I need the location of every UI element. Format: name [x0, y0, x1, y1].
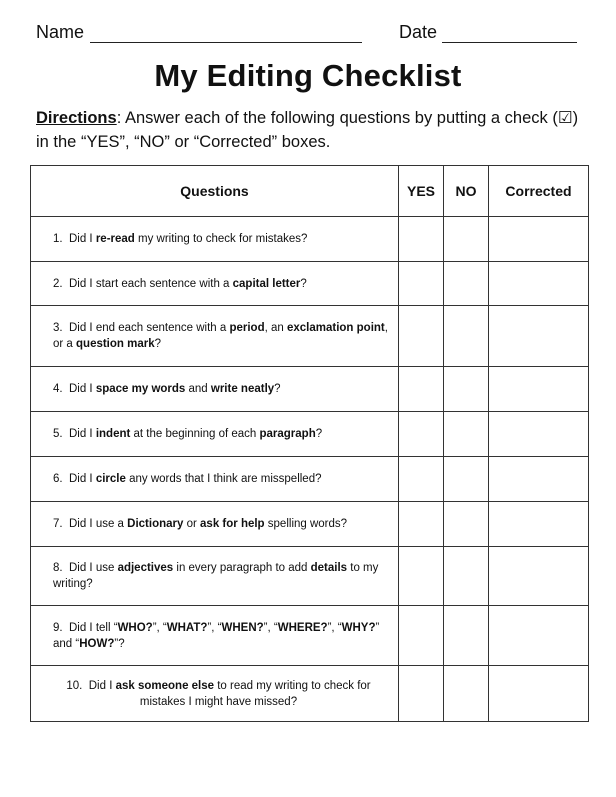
question-keyword: WHEN? — [221, 621, 264, 634]
question-text — [31, 412, 399, 457]
checkbox-corrected[interactable] — [489, 666, 589, 722]
question-fragment: ”, “ — [152, 621, 167, 634]
question-number: 8. — [53, 562, 63, 574]
checkbox-yes[interactable] — [399, 666, 444, 722]
question-keyword: WHO? — [117, 621, 153, 634]
header-row — [36, 22, 581, 46]
page-title: My Editing Checklist — [154, 58, 462, 93]
question-number: 10. — [66, 679, 83, 692]
checkbox-yes[interactable] — [399, 606, 444, 666]
question-fragment: ”, “ — [207, 621, 222, 634]
question-text — [31, 666, 399, 722]
question-fragment: ” and “ — [53, 621, 380, 650]
question-keyword: ask someone else — [115, 679, 215, 692]
question-fragment: and — [185, 383, 211, 395]
question-number: 4. — [53, 383, 63, 395]
directions — [36, 106, 591, 154]
table-row — [31, 367, 589, 412]
question-fragment: any words that I think are misspelled? — [125, 473, 322, 485]
table-row — [31, 547, 589, 606]
question-number: 5. — [53, 428, 63, 440]
question-text — [31, 306, 399, 367]
question-keyword: adjectives — [117, 562, 174, 574]
question-fragment: ? — [300, 277, 307, 290]
checkbox-yes[interactable] — [399, 502, 444, 547]
question-text — [31, 217, 399, 262]
checkbox-no[interactable] — [444, 666, 489, 722]
question-fragment: to read my writing to check for mistakes I might have missed? — [139, 679, 371, 708]
checkbox-no[interactable] — [444, 457, 489, 502]
checkbox-yes[interactable] — [399, 306, 444, 367]
directions-text: : Answer each of the following questions by putting a check (☑) in the “YES”, “NO” or “Corrected” boxes. — [36, 109, 579, 151]
question-text — [31, 547, 399, 606]
question-fragment: Did I — [88, 679, 116, 692]
question-fragment: ”, “ — [263, 621, 278, 634]
directions-lead: Directions — [36, 109, 117, 127]
question-keyword: paragraph — [259, 428, 316, 440]
question-keyword: question mark — [76, 338, 155, 350]
question-fragment: Did I end each sentence with a — [68, 322, 230, 334]
checkbox-corrected[interactable] — [489, 547, 589, 606]
checkbox-yes[interactable] — [399, 367, 444, 412]
question-text — [31, 457, 399, 502]
question-fragment: Did I — [68, 473, 96, 485]
question-number: 2. — [53, 277, 63, 290]
col-header-yes: YES — [399, 166, 444, 217]
name-label: Name — [36, 22, 85, 42]
table-row — [31, 217, 589, 262]
date-field[interactable] — [442, 42, 577, 43]
question-fragment: Did I — [68, 233, 96, 245]
checkbox-corrected[interactable] — [489, 262, 589, 306]
question-fragment: ”? — [114, 637, 125, 650]
col-header-questions: Questions — [31, 166, 399, 217]
question-fragment: , or a — [53, 322, 388, 350]
question-fragment: Did I use a — [68, 518, 128, 530]
question-fragment: or — [183, 518, 201, 530]
checkbox-no[interactable] — [444, 367, 489, 412]
question-text — [31, 367, 399, 412]
question-number: 3. — [53, 322, 63, 334]
checkbox-corrected[interactable] — [489, 412, 589, 457]
question-fragment: ? — [274, 383, 281, 395]
table-row — [31, 306, 589, 367]
name-field[interactable] — [90, 42, 362, 43]
question-fragment: Did I — [68, 428, 96, 440]
table-row — [31, 412, 589, 457]
checkbox-no[interactable] — [444, 547, 489, 606]
question-keyword: details — [310, 562, 348, 574]
checkbox-corrected[interactable] — [489, 367, 589, 412]
question-keyword: capital letter — [232, 277, 301, 290]
question-fragment: at the beginning of each — [130, 428, 260, 440]
date-label: Date — [399, 22, 438, 42]
question-keyword: space my words — [95, 383, 186, 395]
question-fragment: ”, “ — [327, 621, 342, 634]
question-fragment: ? — [154, 338, 162, 350]
question-fragment: Did I tell “ — [68, 621, 118, 634]
question-fragment: to my writing? — [53, 562, 379, 590]
checkbox-no[interactable] — [444, 606, 489, 666]
col-header-corrected: Corrected — [489, 166, 589, 217]
question-fragment: Did I start each sentence with a — [68, 277, 233, 290]
question-keyword: exclamation point — [286, 322, 385, 334]
question-number: 7. — [53, 518, 63, 530]
question-number: 1. — [53, 233, 63, 245]
question-keyword: period — [229, 322, 265, 334]
checklist-table — [30, 165, 589, 722]
table-row — [31, 606, 589, 666]
question-fragment: Did I — [68, 383, 96, 395]
question-number: 6. — [53, 473, 63, 485]
checkbox-corrected[interactable] — [489, 457, 589, 502]
question-fragment: Did I use — [68, 562, 118, 574]
table-row — [31, 502, 589, 547]
question-keyword: indent — [95, 428, 131, 440]
question-fragment: in every paragraph to add — [173, 562, 311, 574]
checkbox-yes[interactable] — [399, 412, 444, 457]
question-keyword: Dictionary — [127, 518, 184, 530]
question-keyword: circle — [95, 473, 126, 485]
question-keyword: WHAT? — [166, 621, 208, 634]
checkbox-corrected[interactable] — [489, 606, 589, 666]
question-keyword: ask for help — [200, 518, 265, 530]
question-keyword: re-read — [95, 233, 135, 245]
checkbox-yes[interactable] — [399, 547, 444, 606]
question-keyword: WHERE? — [277, 621, 328, 634]
checkbox-no[interactable] — [444, 262, 489, 306]
table-row — [31, 666, 589, 722]
question-fragment: ? — [315, 428, 323, 440]
col-header-no: NO — [444, 166, 489, 217]
checkbox-no[interactable] — [444, 306, 489, 367]
question-fragment: my writing to check for mistakes? — [134, 233, 308, 245]
question-keyword: WHY? — [341, 621, 376, 634]
checkbox-corrected[interactable] — [489, 217, 589, 262]
checkbox-corrected[interactable] — [489, 502, 589, 547]
question-keyword: HOW? — [79, 637, 115, 650]
question-number: 9. — [53, 621, 63, 634]
question-fragment: , an — [264, 322, 287, 334]
checkbox-yes[interactable] — [399, 262, 444, 306]
checkbox-corrected[interactable] — [489, 306, 589, 367]
checkbox-yes[interactable] — [399, 217, 444, 262]
question-text — [31, 502, 399, 547]
table-row — [31, 457, 589, 502]
table-header-row — [31, 166, 589, 217]
checkbox-no[interactable] — [444, 217, 489, 262]
question-text — [31, 262, 399, 306]
question-keyword: write neatly — [210, 383, 275, 395]
checkbox-yes[interactable] — [399, 457, 444, 502]
question-text — [31, 606, 399, 666]
checkbox-no[interactable] — [444, 502, 489, 547]
table-row — [31, 262, 589, 306]
question-fragment: spelling words? — [264, 518, 348, 530]
checkbox-no[interactable] — [444, 412, 489, 457]
